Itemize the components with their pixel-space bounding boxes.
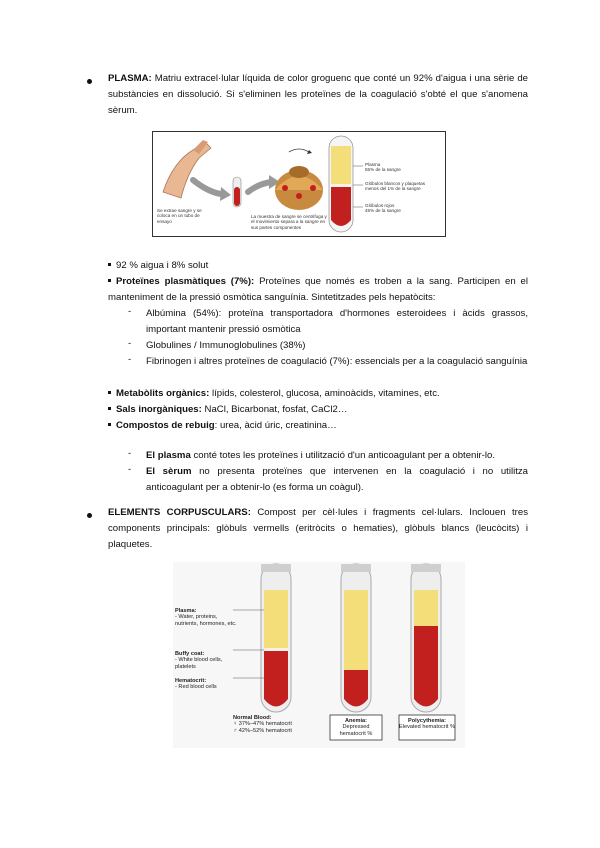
dash-serum-note: - xyxy=(128,464,132,475)
list-metabolites xyxy=(108,386,528,402)
square-bullet xyxy=(108,407,111,410)
dash-albumin: - xyxy=(128,306,132,317)
caption-arm: Se extrae sangre y se coloca en un tubo de ensayo xyxy=(157,208,202,224)
proteins-text: Proteïnes que només es troben a la sang. Participen en el manteniment de la pressió osmòtica sanguínia. Sintetitzades pels hepatòcits: xyxy=(108,276,528,303)
list-fibrinogen xyxy=(146,354,528,370)
water-text: 92 % aigua i 8% solut xyxy=(116,260,209,271)
plasma-note-title: El plasma xyxy=(146,450,191,461)
albumin-text: Albúmina (54%): proteïna transportadora d'hormones esteroidees i àcids grassos, important mantenir pressió osmòtica xyxy=(146,308,528,335)
fibrinogen-text: Fibrinogen i altres proteïnes de coagulació (7%): essencials per a la coagulació sanguínia xyxy=(146,356,528,367)
poly-text: Elevated hematocrit % xyxy=(399,724,455,731)
list-albumin xyxy=(146,306,528,338)
label-plasma xyxy=(365,162,443,173)
fig2-plasma-items: - Water, proteins, nutrients, hormones, etc. xyxy=(175,614,237,627)
anemia-title: Anemia: xyxy=(344,718,368,724)
plasma-text: Matriu extracel·lular líquida de color groguenc que conté un 92% d'aigua i una sèrie de substàncies en dissolució. Si s'eliminen les proteïnes de la coagulació s'obté el que s'anomena sèrum. xyxy=(108,73,528,116)
dash-globulins: - xyxy=(128,338,132,349)
note-plasma xyxy=(146,448,528,464)
proteins-title: Proteïnes plasmàtiques (7%): xyxy=(116,276,255,287)
centrifuge-figure xyxy=(152,131,446,237)
anemia-caption xyxy=(330,718,382,737)
list-water xyxy=(108,258,528,274)
list-salts xyxy=(108,402,528,418)
label-plasma-block xyxy=(175,608,237,627)
fig2-buffy-title: Buffy coat: xyxy=(175,651,205,657)
square-bullet xyxy=(108,279,111,282)
elements-title: ELEMENTS CORPUSCULARS: xyxy=(108,507,251,518)
fig2-buffy-items: - White blood cells, platelets xyxy=(175,657,223,670)
waste-text: : urea, àcid úric, creatinina… xyxy=(214,420,337,431)
bullet-plasma xyxy=(87,79,92,84)
fig2-hematocrit-items: - Red blood cells xyxy=(175,684,217,691)
normal-male: ♂ 42%–52% hematocrit xyxy=(233,727,292,734)
serum-note-text: no presenta proteïnes que intervenen en la coagulació i no utilitza anticoagulant per a obtenir-lo (es forma un coàgul). xyxy=(146,466,529,493)
square-bullet xyxy=(108,391,111,394)
list-waste xyxy=(108,418,528,434)
square-bullet xyxy=(108,263,111,266)
label-buffy-pct: menos del 1% de la sangre xyxy=(365,186,421,192)
normal-female: ♀ 37%–47% hematocrit xyxy=(233,721,292,728)
bullet-elements xyxy=(87,513,92,518)
label-buffy-block xyxy=(175,651,237,670)
dash-plasma-note: - xyxy=(128,448,132,459)
fig2-plasma-title: Plasma: xyxy=(175,608,197,614)
salts-title: Sals inorgàniques: xyxy=(116,404,202,415)
poly-title: Polycythemia: xyxy=(408,718,446,724)
polycythemia-caption xyxy=(399,718,455,731)
hematocrit-figure xyxy=(173,562,465,748)
metabolites-text: lípids, colesterol, glucosa, aminoàcids, vitamines, etc. xyxy=(209,388,440,399)
list-proteins xyxy=(108,274,528,306)
label-buffy-name: Glóbulos blancos y plaquetas xyxy=(365,181,426,186)
salts-text: NaCl, Bicarbonat, fosfat, CaCl2… xyxy=(201,404,348,415)
plasma-title: PLASMA: xyxy=(108,73,152,84)
label-buffy xyxy=(365,181,443,192)
anemia-text: Depressed hematocrit % xyxy=(339,724,373,737)
plasma-paragraph xyxy=(108,71,528,119)
label-rbc-pct: 45% de la sangre xyxy=(365,208,401,214)
caption-centrifuge: La muestra de sangre se centrifuga y el movimiento separa a la sangre en sus partes componentes xyxy=(251,214,327,230)
globulins-text: Globulines / Immunoglobulines (38%) xyxy=(146,340,306,351)
plasma-note-text: conté totes les proteïnes i utilització d'un anticoagulant per a obtenir-lo. xyxy=(190,450,496,461)
elements-paragraph xyxy=(108,505,528,553)
label-rbc xyxy=(365,203,443,214)
label-plasma-pct: 55% de la sangre xyxy=(365,167,401,173)
normal-title: Normal Blood: xyxy=(233,715,272,721)
fig2-hematocrit-title: Hematocrit: xyxy=(175,678,207,684)
label-hematocrit-block xyxy=(175,678,237,691)
elements-text: Compost per cèl·lules i fragments cel·lulars. Inclouen tres components principals: glòbuls vermells (eritròcits o hematies), glòbuls blancs (leucòcits) i plaquetes. xyxy=(108,507,528,550)
square-bullet xyxy=(108,423,111,426)
note-serum xyxy=(146,464,528,496)
label-rbc-name: Glóbulos rojos xyxy=(365,203,395,208)
list-globulins xyxy=(146,338,528,354)
metabolites-title: Metabòlits orgànics: xyxy=(116,388,210,399)
label-plasma-name: Plasma xyxy=(365,162,381,167)
waste-title: Compostos de rebuig xyxy=(116,420,215,431)
serum-note-title: El sèrum xyxy=(146,466,192,477)
dash-fibrinogen: - xyxy=(128,354,132,365)
normal-blood-caption xyxy=(233,715,313,734)
